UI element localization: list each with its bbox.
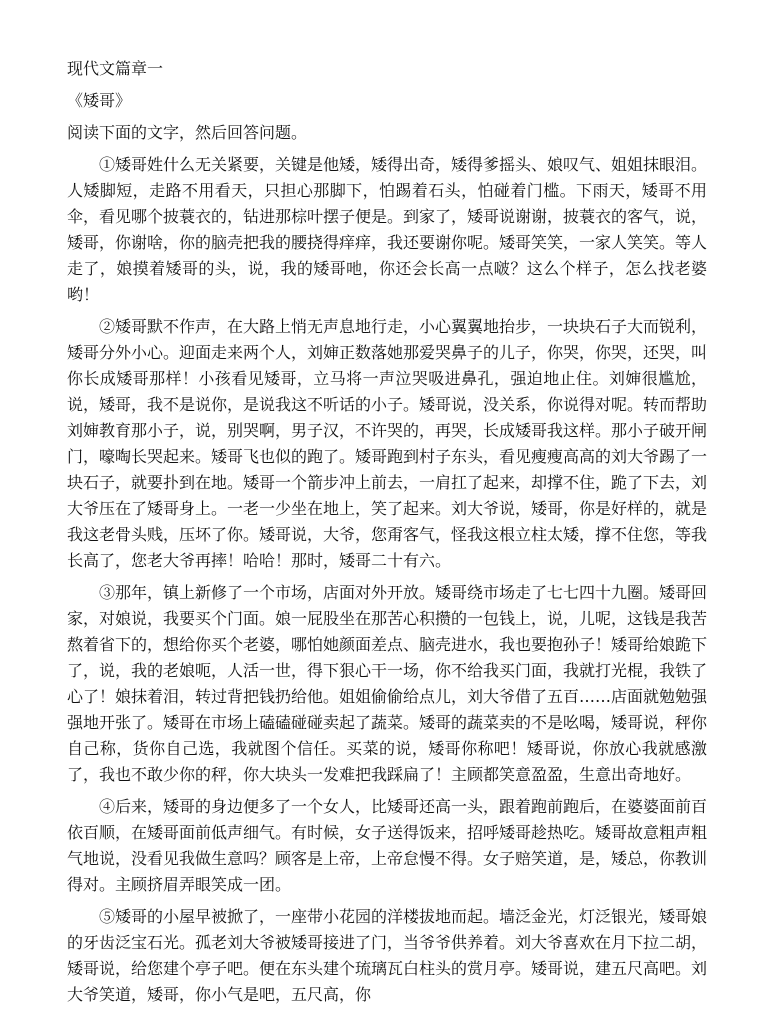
paragraph-1: ①矮哥姓什么无关紧要，关键是他矮，矮得出奇，矮得爹摇头、娘叹气、姐姐抹眼泪。人矮脚短，走路不用看天，只担心那脚下，怕踢着石头，怕碰着门槛。下雨天，矮哥不用伞，看见哪个披蓑衣的，钻进那棕叶摆子便是。到家了，矮哥说谢谢，披蓑衣的客气，说，矮哥，你谢啥，你的脑壳把我的腰挠得痒痒，我还要谢你呢。矮哥笑笑，一家人笑笑。等人走了，娘摸着矮哥的头，说，我的矮哥吔，你还会长高一点啵？这么个样子，怎么找老婆哟！: [67, 155, 708, 304]
reading-instruction: 阅读下面的文字，然后回答问题。: [67, 123, 308, 142]
document-page: [67, 56, 707, 1014]
article-title: 《矮哥》: [67, 91, 132, 110]
paragraph-5: ⑤矮哥的小屋早被掀了，一座带小花园的洋楼拔地而起。墙泛金光，灯泛银光，矮哥娘的牙齿泛宝石光。孤老刘大爷被矮哥接进了门，当爷爷供养着。刘大爷喜欢在月下拉二胡，矮哥说，给您建个亭子吧。便在东头建个琉璃瓦白柱头的赏月亭。矮哥说，建五尺高吧。刘大爷笑道，矮哥，你小气是吧，五尺高，你: [67, 907, 708, 1004]
paragraph-3: ③那年，镇上新修了一个市场，店面对外开放。矮哥绕市场走了七七四十九圈。矮哥回家，对娘说，我要买个门面。娘一屁股坐在那苦心积攒的一包钱上，说，儿呢，这钱是我苦熬着省下的，想给你买个老婆，哪怕她颜面差点、脑壳进水，我也要抱孙子！矮哥给娘跪下了，说，我的老娘呃，人活一世，得下狠心干一场，你不给我买门面，我就打光棍，我铁了心了！娘抹着泪，转过背把钱扔给他。姐姐偷偷给点儿，刘大爷借了五百……店面就勉勉强强地开张了。矮哥在市场上磕磕碰碰卖起了蔬菜。矮哥的蔬菜卖的不是吆喝，矮哥说，秤你自己称，货你自己选，我就图个信任。买菜的说，矮哥你称吧！矮哥说，你放心我就感激了，我也不敢少你的秤，你大块头一发难把我踩扁了！主顾都笑意盈盈，生意出奇地好。: [67, 583, 708, 784]
section-label: 现代文篇章一: [67, 59, 164, 78]
paragraph-2: ②矮哥默不作声，在大路上悄无声息地行走，小心翼翼地抬步，一块块石子大而锐利，矮哥分外小心。迎面走来两个人，刘婶正数落她那爱哭鼻子的儿子，你哭，你哭，还哭，叫你长成矮哥那样！小孩看见矮哥，立马将一声泣哭吸进鼻孔，强迫地止住。刘婶很尴尬，说，矮哥，我不是说你，是说我这不听话的小子。矮哥说，没关系，你说得对呢。转而帮助刘婶教育那小子，说，别哭啊，男子汉，不许哭的，再哭，长成矮哥我这样。那小子破开闸门，嚎啕长哭起来。矮哥飞也似的跑了。矮哥跑到村子东头，看见瘦瘦高高的刘大爷踢了一块石子，就要扑到在地。矮哥一个箭步冲上前去，一肩扛了起来，却撑不住，跪了下去，刘大爷压在了矮哥身上。一老一少坐在地上，笑了起来。刘大爷说，矮哥，你是好样的，就是我这老骨头贱，压坏了你。矮哥说，大爷，您甭客气，怪我这根立柱太矮，撑不住您，等我长高了，您老大爷再摔！哈哈！那时，矮哥二十有六。: [67, 317, 708, 570]
paragraph-4: ④后来，矮哥的身边便多了一个女人，比矮哥还高一头，跟着跑前跑后，在婆婆面前百依百顺，在矮哥面前低声细气。有时候，女子送得饭来，招呼矮哥趁热吃。矮哥故意粗声粗气地说，没看见我做生意吗？顾客是上帝，上帝怠慢不得。女子赔笑道，是，矮总，你教训得对。主顾挤眉弄眼笑成一团。: [67, 797, 708, 894]
